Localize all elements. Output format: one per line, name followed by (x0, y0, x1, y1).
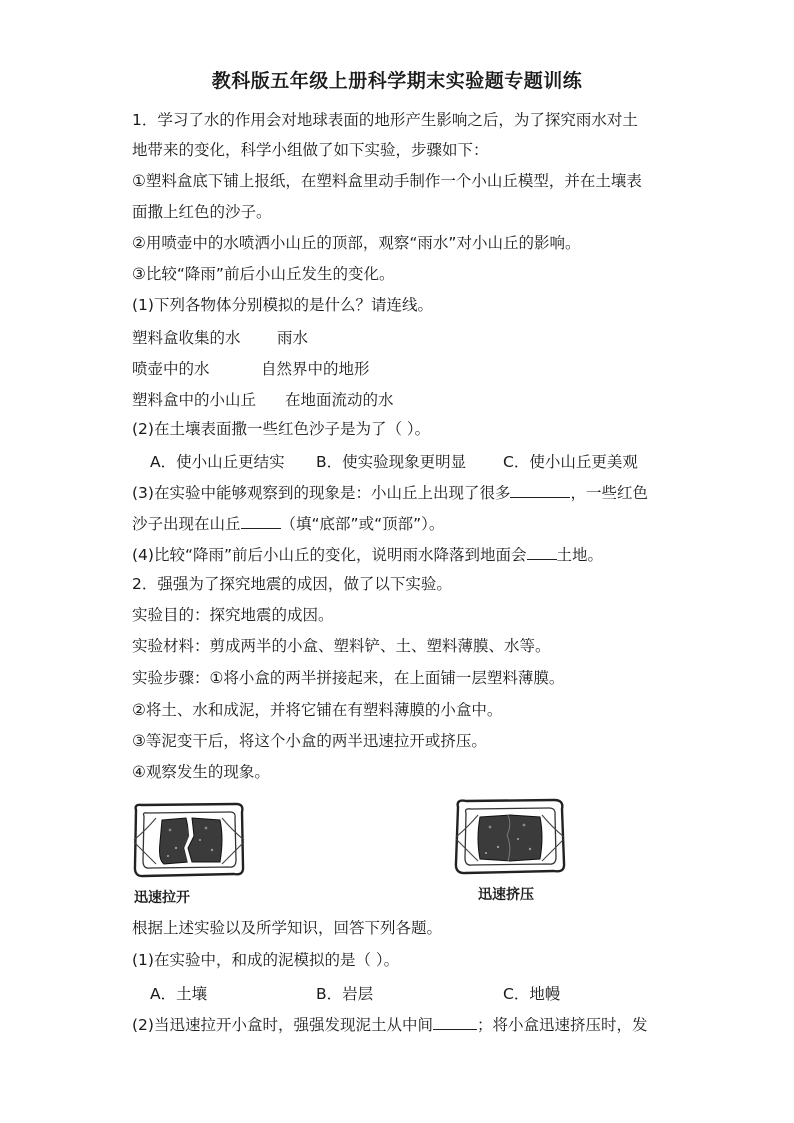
q2-sub1-option-c: C．地幔 (503, 985, 561, 1003)
q2-step2: ②将土、水和成泥，并将它铺在有塑料薄膜的小盒中。 (132, 701, 503, 719)
answer-blank[interactable] (241, 512, 281, 529)
q1-intro-line-1: 1．学习了水的作用会对地球表面的地形产生影响之后，为了探究雨水对土 (132, 111, 638, 129)
q1-sub4-text-a: (4)比较“降雨”前后小山丘的变化，说明雨水降落到地面会 (132, 546, 527, 564)
q1-sub1: (1)下列各物体分别模拟的是什么？请连线。 (132, 296, 433, 314)
q2-materials: 实验材料：剪成两半的小盒、塑料铲、土、塑料薄膜、水等。 (132, 637, 551, 655)
q2-sub1: (1)在实验中，和成的泥模拟的是（ ）。 (132, 951, 400, 969)
match-left-2: 喷壶中的水 (132, 360, 210, 378)
match-right-1: 雨水 (277, 329, 309, 347)
q1-sub2-option-b: B．使实验现象更明显 (316, 453, 467, 471)
q1-sub4 (132, 543, 603, 565)
q2-sub2-text-a: (2)当迅速拉开小盒时，强强发现泥土从中间 (132, 1016, 433, 1034)
q1-step3: ③比较“降雨”前后小山丘发生的变化。 (132, 265, 395, 283)
answer-blank[interactable] (510, 481, 570, 498)
q1-step2: ②用喷壶中的水喷洒小山丘的顶部，观察“雨水”对小山丘的影响。 (132, 234, 581, 252)
q1-sub2-option-a: A．使小山丘更结实 (150, 453, 285, 471)
match-right-2: 自然界中的地形 (261, 360, 370, 378)
answer-blank[interactable] (527, 543, 557, 560)
q1-sub3-line-1 (132, 481, 648, 503)
q2-purpose: 实验目的：探究地震的成因。 (132, 606, 334, 624)
q1-sub3-text-d: （填“底部”或“顶部”）。 (280, 515, 445, 533)
q2-sub2 (132, 1013, 647, 1035)
page-title: 教科版五年级上册科学期末实验题专题训练 (211, 70, 583, 92)
q2-step3: ③等泥变干后，将这个小盒的两半迅速拉开或挤压。 (132, 732, 487, 750)
q1-sub2: (2)在土壤表面撒一些红色沙子是为了（ ）。 (132, 420, 431, 438)
pull-apart-caption: 迅速拉开 (134, 890, 190, 906)
q2-lead: 根据上述实验以及所学知识，回答下列各题。 (132, 919, 443, 937)
q1-sub4-text-b: 土地。 (556, 546, 604, 564)
squeeze-caption: 迅速挤压 (478, 887, 534, 903)
q1-intro-line-2: 地带来的变化，科学小组做了如下实验，步骤如下： (132, 141, 489, 159)
q2-step4: ④观察发生的现象。 (132, 763, 270, 781)
pull-apart-figure (130, 800, 248, 880)
match-left-3: 塑料盒中的小山丘 (132, 391, 257, 409)
q2-sub1-option-a: A．土壤 (150, 985, 208, 1003)
q1-sub3-text-c: 沙子出现在山丘 (132, 515, 241, 533)
q2-sub2-text-b: ；将小盒迅速挤压时，发 (476, 1016, 648, 1034)
match-right-3: 在地面流动的水 (285, 391, 394, 409)
squeeze-figure (450, 795, 570, 877)
q1-sub3-text-a: (3)在实验中能够观察到的现象是：小山丘上出现了很多 (132, 484, 511, 502)
match-left-1: 塑料盒收集的水 (132, 329, 241, 347)
q2-intro: 2．强强为了探究地震的成因，做了以下实验。 (132, 575, 452, 593)
q1-sub3-line-2 (132, 512, 444, 534)
q1-step1-line-1: ①塑料盒底下铺上报纸，在塑料盒里动手制作一个小山丘模型，并在土壤表 (132, 172, 642, 190)
q2-sub1-option-b: B．岩层 (316, 985, 374, 1003)
q1-step1-line-2: 面撒上红色的沙子。 (132, 203, 272, 221)
q1-sub2-option-c: C．使小山丘更美观 (503, 453, 638, 471)
answer-blank[interactable] (433, 1013, 477, 1030)
q2-step1: 实验步骤：①将小盒的两半拼接起来，在上面铺一层塑料薄膜。 (132, 669, 565, 687)
q1-sub3-text-b: ，一些红色 (570, 484, 648, 502)
